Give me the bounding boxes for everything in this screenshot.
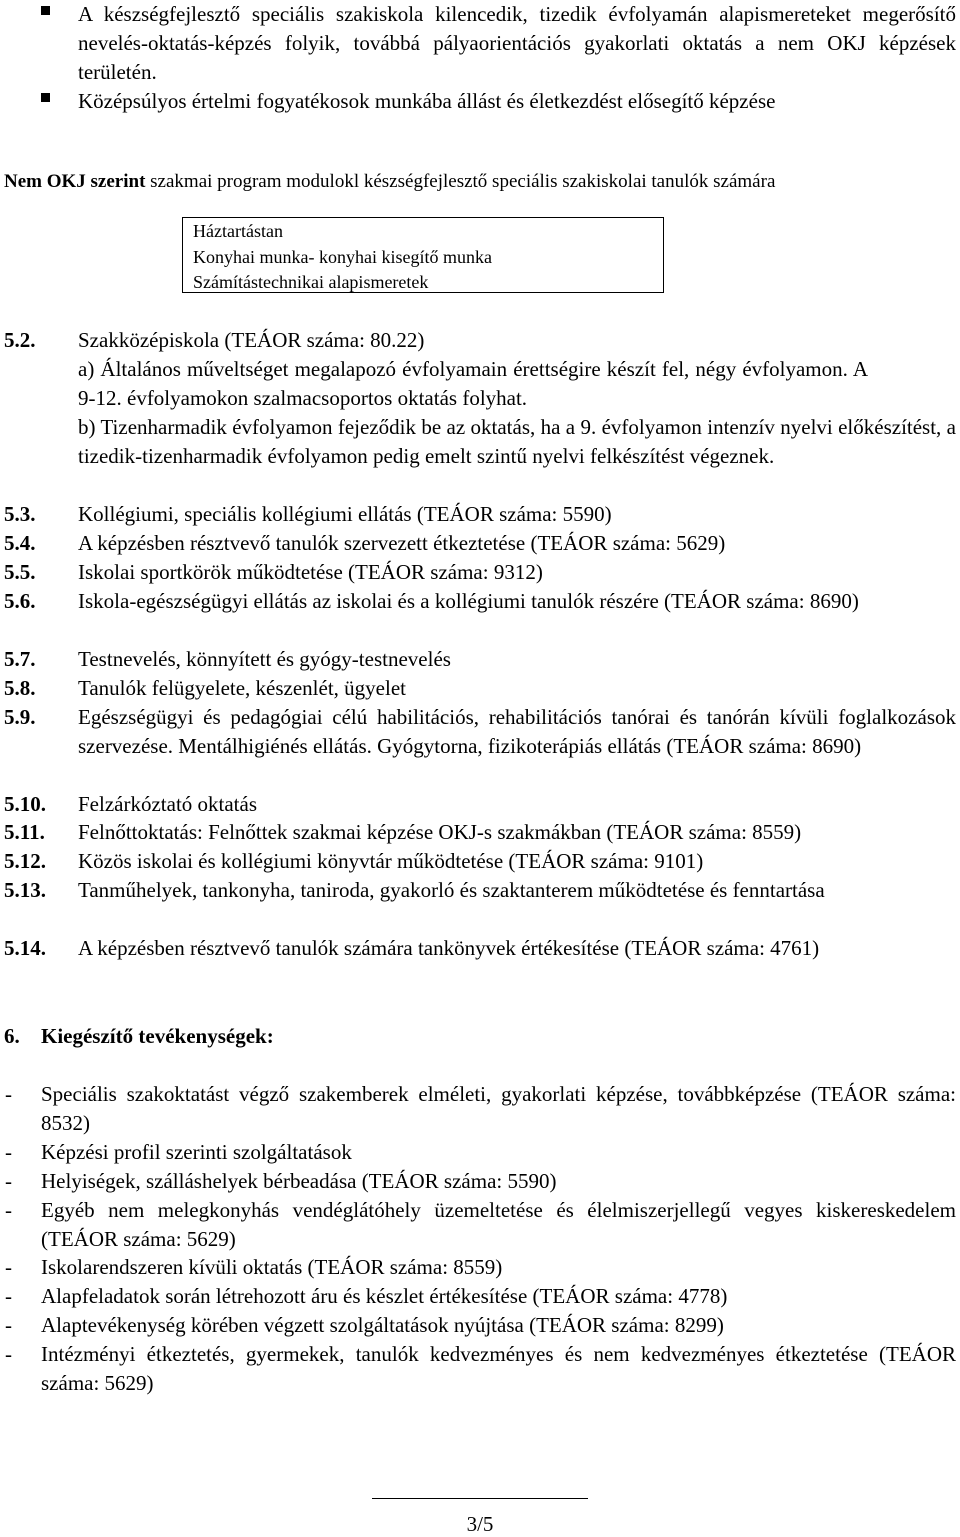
section-number: 5.10. <box>4 792 46 816</box>
section-number: 5.5. <box>4 560 36 584</box>
section-text: A képzésben résztvevő tanulók számára tankönyvek értékesítése (TEÁOR száma: 4761) <box>78 936 820 960</box>
square-bullet-icon <box>41 6 50 15</box>
section-6-number: 6. <box>4 1024 20 1048</box>
section-text: Közös iskolai és kollégiumi könyvtár működtetése (TEÁOR száma: 9101) <box>78 849 704 873</box>
dash-marker: - <box>5 1342 12 1366</box>
section-number: 5.9. <box>4 705 36 729</box>
dash-marker: - <box>5 1140 12 1164</box>
section-text: Felnőttoktatás: Felnőttek szakmai képzése OKJ-s szakmákban (TEÁOR száma: 8559) <box>78 820 802 844</box>
bullet-paragraph-2: Középsúlyos értelmi fogyatékosok munkába állást és életkezdést elősegítő képzése <box>78 89 776 113</box>
section-6-title: Kiegészítő tevékenységek: <box>41 1024 274 1048</box>
section-text: Tanműhelyek, tankonyha, taniroda, gyakorló és szaktanterem működtetése és fenntartása <box>78 878 825 902</box>
section-text: Felzárkóztató oktatás <box>78 792 258 816</box>
section-number: 5.4. <box>4 531 36 555</box>
nem-okj-bold: Nem OKJ szerint <box>4 171 146 192</box>
section-text: Testnevelés, könnyített és gyógy-testnevelés <box>78 647 451 671</box>
section-number: 5.14. <box>4 936 46 960</box>
dash-item: Intézményi étkeztetés, gyermekek, tanulók kedvezményes és nem kedvezményes étkeztetése (TEÁOR száma: 5629) <box>41 1342 956 1395</box>
section-text: Kollégiumi, speciális kollégiumi ellátás (TEÁOR száma: 5590) <box>78 502 612 526</box>
dash-item: Egyéb nem melegkonyhás vendéglátóhely üzemeltetése és élelmiszerjellegű vegyes kiskereskedelem (TEÁOR száma: 5629) <box>41 1198 956 1251</box>
bullet-paragraph-1: A készségfejlesztő speciális szakiskola kilencedik, tizedik évfolyamán alapismereteket megerősítő nevelés-oktatás-képzés folyik, továbbá pályaorientációs gyakorlati oktatás a nem OKJ képzések területén. <box>78 2 956 84</box>
section-text: a) Általános műveltséget megalapozó évfolyamain érettségire készít fel, négy évfolyamon. A 9-12. évfolyamokon szalmacsoportos oktatás folyhat. <box>78 357 868 410</box>
nem-okj-rest: szakmai program modulokl készségfejlesztő speciális szakiskolai tanulók számára <box>145 171 776 192</box>
nem-okj-heading <box>4 169 954 194</box>
module-item: Konyhai munka- konyhai kisegítő munka <box>193 246 492 267</box>
dash-item: Speciális szakoktatást végző szakemberek elméleti, gyakorlati képzése, továbbképzése (TEÁOR száma: 8532) <box>41 1082 956 1135</box>
dash-marker: - <box>5 1313 12 1337</box>
section-number: 5.3. <box>4 502 36 526</box>
section-text: A képzésben résztvevő tanulók szervezett étkeztetése (TEÁOR száma: 5629) <box>78 531 726 555</box>
dash-marker: - <box>5 1198 12 1222</box>
section-number: 5.13. <box>4 878 46 902</box>
section-number: 5.6. <box>4 589 36 613</box>
dash-item: Alapfeladatok során létrehozott áru és készlet értékesítése (TEÁOR száma: 4778) <box>41 1284 728 1308</box>
section-text: Egészségügyi és pedagógiai célú habilitációs, rehabilitációs tanórai és tanórán kívüli foglalkozások szervezése. Mentálhigiénés ellátás. Gyógytorna, fizikoterápiás ellátás (TEÁOR száma: 8690) <box>78 705 956 758</box>
dash-marker: - <box>5 1284 12 1308</box>
dash-marker: - <box>5 1082 12 1106</box>
section-text: Iskola-egészségügyi ellátás az iskolai és a kollégiumi tanulók részére (TEÁOR száma: 8690) <box>78 589 859 613</box>
module-item: Számítástechnikai alapismeretek <box>193 272 429 292</box>
section-text: Iskolai sportkörök működtetése (TEÁOR száma: 9312) <box>78 560 543 584</box>
page-number: 3/5 <box>466 1512 494 1536</box>
footer-rule <box>372 1498 588 1499</box>
section-text: Szakközépiskola (TEÁOR száma: 80.22) <box>78 328 425 352</box>
section-number: 5.12. <box>4 849 46 873</box>
dash-item: Alaptevékenység körében végzett szolgáltatások nyújtása (TEÁOR száma: 8299) <box>41 1313 724 1337</box>
section-number: 5.7. <box>4 647 36 671</box>
square-bullet-icon <box>41 93 50 102</box>
section-number: 5.11. <box>4 820 45 844</box>
section-text: b) Tizenharmadik évfolyamon fejeződik be az oktatás, ha a 9. évfolyamon intenzív nyelvi előkészítést, a tizedik-tizenharmadik évfolyamon pedig emelt szintű nyelvi felkészítést végeznek. <box>78 415 956 468</box>
section-number: 5.8. <box>4 676 36 700</box>
module-item: Háztartástan <box>193 221 283 241</box>
dash-marker: - <box>5 1169 12 1193</box>
section-number: 5.2. <box>4 328 36 352</box>
dash-item: Helyiségek, szálláshelyek bérbeadása (TEÁOR száma: 5590) <box>41 1169 557 1193</box>
module-list-box <box>182 217 664 293</box>
dash-item: Iskolarendszeren kívüli oktatás (TEÁOR száma: 8559) <box>41 1255 503 1279</box>
section-text: Tanulók felügyelete, készenlét, ügyelet <box>78 676 406 700</box>
dash-marker: - <box>5 1255 12 1279</box>
dash-item: Képzési profil szerinti szolgáltatások <box>41 1140 352 1164</box>
